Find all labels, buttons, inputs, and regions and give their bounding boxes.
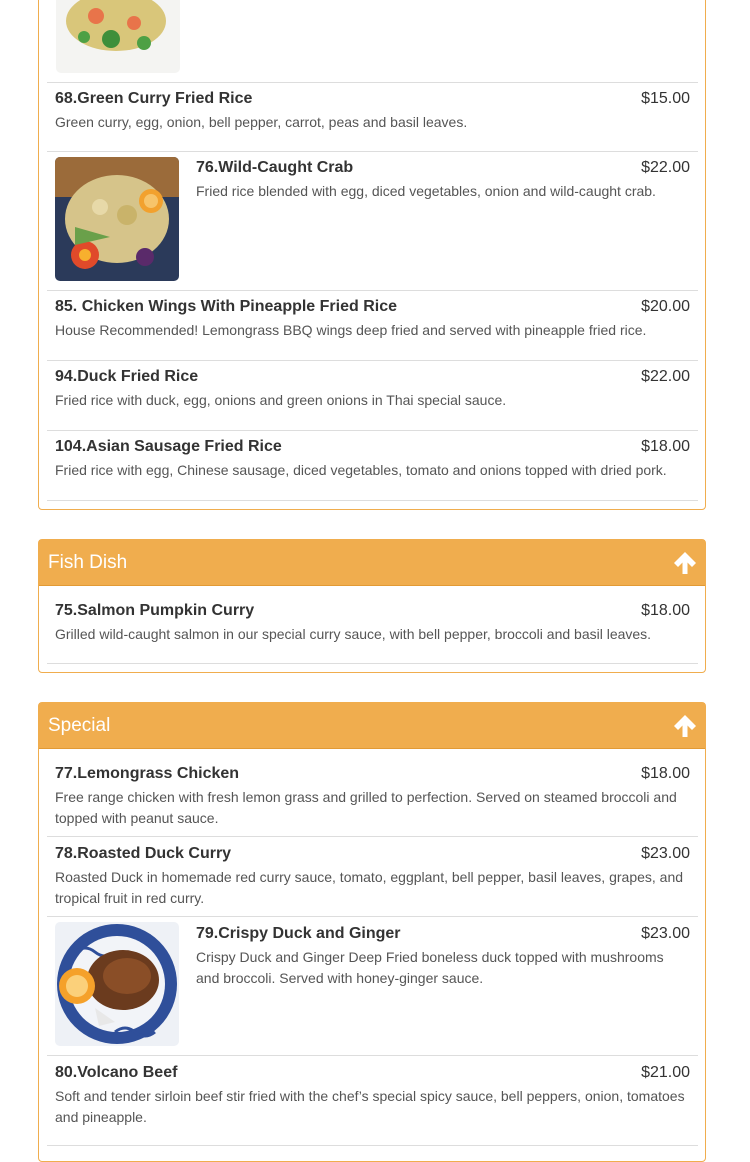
- list-item: [47, 837, 698, 917]
- item-name[interactable]: 104.Asian Sausage Fried Rice: [55, 438, 282, 455]
- fish-dish-panel: [38, 539, 706, 673]
- item-description: House Recommended! Lemongrass BBQ wings deep fried and served with pineapple fried rice.: [55, 322, 647, 338]
- item-price: $22.00: [641, 159, 690, 176]
- item-price: $22.00: [641, 368, 690, 385]
- item-description: Crispy Duck and Ginger Deep Fried boneless duck topped with mushrooms and broccoli. Served with honey-ginger sauce.: [196, 949, 664, 986]
- item-description: Free range chicken with fresh lemon grass and grilled to perfection. Served on steamed broccoli and topped with peanut sauce.: [55, 789, 677, 826]
- list-item: [47, 757, 698, 837]
- item-name[interactable]: 80.Volcano Beef: [55, 1064, 178, 1081]
- item-name[interactable]: 78.Roasted Duck Curry: [55, 845, 232, 862]
- item-photo[interactable]: [55, 922, 179, 1046]
- item-name[interactable]: 79.Crispy Duck and Ginger: [196, 925, 401, 942]
- item-price: $20.00: [641, 298, 690, 315]
- section-header[interactable]: [39, 540, 705, 586]
- item-photo-top[interactable]: [56, 0, 180, 73]
- item-description: Grilled wild-caught salmon in our special curry sauce, with bell pepper, broccoli and basil leaves.: [55, 626, 652, 642]
- item-description: Fried rice with egg, Chinese sausage, diced vegetables, tomato and onions topped with dried pork.: [55, 462, 667, 478]
- list-item: [47, 361, 698, 431]
- item-price: $21.00: [641, 1064, 690, 1081]
- list-item: [47, 431, 698, 501]
- list-item: [47, 291, 698, 361]
- item-price: $18.00: [641, 765, 690, 782]
- item-price: $23.00: [641, 845, 690, 862]
- item-name[interactable]: 76.Wild-Caught Crab: [196, 159, 354, 176]
- list-item: [47, 82, 698, 152]
- item-price: $23.00: [641, 925, 690, 942]
- item-description: Fried rice with duck, egg, onions and green onions in Thai special sauce.: [55, 392, 507, 408]
- item-name[interactable]: 85. Chicken Wings With Pineapple Fried Rice: [55, 298, 398, 315]
- fried-rice-panel: [38, 0, 706, 510]
- item-photo[interactable]: [55, 157, 179, 281]
- section-title: Fish Dish: [48, 552, 128, 573]
- item-description: Roasted Duck in homemade red curry sauce, tomato, eggplant, bell pepper, basil leaves, grapes, and tropical fruit in red curry.: [55, 869, 684, 906]
- section-header[interactable]: [39, 703, 705, 749]
- list-item: [47, 152, 698, 291]
- item-description: Soft and tender sirloin beef stir fried with the chef’s special spicy sauce, bell peppers, onion, tomatoes and pineapple.: [55, 1088, 685, 1125]
- item-name[interactable]: 75.Salmon Pumpkin Curry: [55, 602, 255, 619]
- item-description: Fried rice blended with egg, diced vegetables, onion and wild-caught crab.: [196, 183, 656, 199]
- section-title: Special: [48, 715, 111, 736]
- item-price: $15.00: [641, 90, 690, 107]
- list-item: [47, 1056, 698, 1146]
- arrow-up-icon[interactable]: [673, 714, 697, 738]
- item-price: $18.00: [641, 602, 690, 619]
- item-name[interactable]: 94.Duck Fried Rice: [55, 368, 199, 385]
- list-item: [47, 594, 698, 664]
- item-name[interactable]: 68.Green Curry Fried Rice: [55, 90, 253, 107]
- item-description: Green curry, egg, onion, bell pepper, carrot, peas and basil leaves.: [55, 114, 468, 130]
- item-name[interactable]: 77.Lemongrass Chicken: [55, 765, 240, 782]
- arrow-up-icon[interactable]: [673, 551, 697, 575]
- list-item: [47, 917, 698, 1056]
- item-price: $18.00: [641, 438, 690, 455]
- special-panel: [38, 702, 706, 1162]
